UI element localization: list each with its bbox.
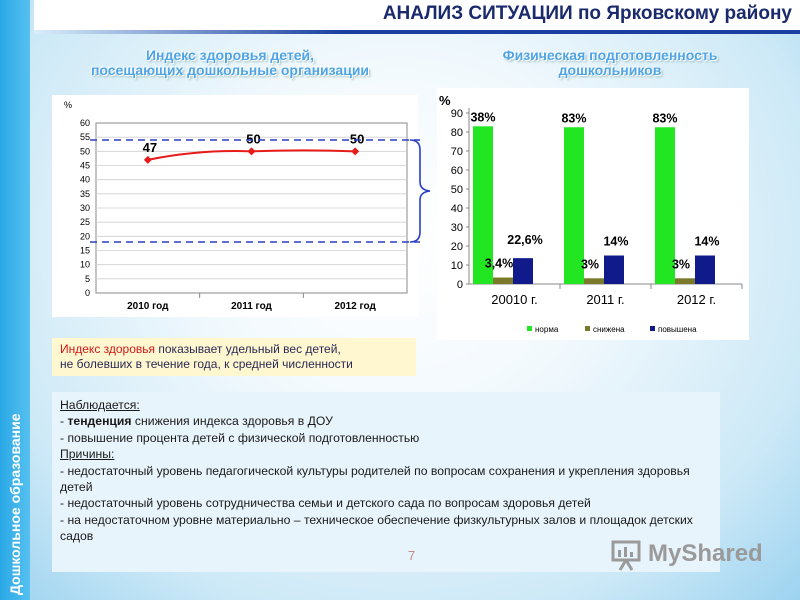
bar-chart-ytick: 30 [450,222,463,234]
bar-data-label: 83% [561,111,587,126]
bar-chart [437,88,749,340]
sidebar-label: Дошкольное образование [7,413,23,595]
line-chart-ytick: 15 [79,245,90,256]
reference-overlay [90,130,435,250]
note-red-term: Индекс здоровья [60,342,156,356]
observation-item-1-rest: снижения индекса здоровья в ДОУ [131,414,333,429]
observation-item-1-prefix: - [60,414,68,429]
line-chart-data-label: 47 [142,139,158,155]
line-chart-title-line1: Индекс здоровья детей, [145,47,315,63]
bar-снижена [584,278,604,284]
reason-item-1: - недостаточный уровень педагогической культуры родителей по вопросам сохранения и укрепления здоровья детей [60,463,690,495]
line-chart-title-line2: посещающих дошкольные организации [90,62,370,78]
line-chart-data-label: 50 [246,131,261,147]
line-chart-ytick: 35 [79,188,90,199]
presentation-icon [610,538,644,572]
slide-title: АНАЛИЗ СИТУАЦИИ по Ярковскому району [382,3,792,24]
legend-label: норма [535,325,559,334]
observation-item-1-bold: тенденция [67,414,132,429]
title-underline [34,30,800,34]
health-index-note [52,338,416,376]
bar-chart-panel [437,88,749,340]
reason-item-2: - недостаточный уровень сотрудничества семьи и детского сада по вопросам здоровья детей [60,496,591,511]
bar-chart-category-label: 2011 г. [586,292,625,307]
bar-data-label: 83% [652,111,678,126]
bar-data-label: 3,4% [484,256,514,271]
line-chart-ytick: 45 [79,160,90,171]
line-chart-ytick: 50 [79,146,90,157]
page-number: 7 [408,548,416,563]
note-line1 [60,342,408,357]
line-chart-ytick: 10 [79,259,90,270]
bar-повышена [695,256,715,285]
bar-chart-ylabel: % [439,93,451,108]
legend-label: снижена [593,325,625,334]
brace-icon [410,140,430,242]
watermark-text: MyShared [648,540,763,567]
bar-chart-ytick: 10 [450,260,463,272]
bar-chart-ytick: 70 [450,146,463,158]
line-chart-ytick: 25 [79,217,90,228]
reason-item-3: - на недостаточном уровне материально – техническое обеспечение физкультурных залов и площадок детских садов [60,512,693,544]
bar-chart-category-label: 2012 г. [676,292,717,307]
title-bar [34,0,800,30]
bar-повышена [604,256,624,285]
note-line1-rest: показывает удельный вес детей, [155,342,341,356]
bar-data-label: 14% [603,234,629,249]
bar-chart-title [460,48,760,78]
bar-chart-title-line1: Физическая подготовленность [502,47,718,63]
bar-chart-ytick: 60 [450,165,463,177]
bar-снижена [675,278,695,284]
line-chart-ytick: 60 [79,118,90,128]
line-chart-ytick: 0 [84,288,90,298]
bar-data-label: 14% [694,234,720,249]
legend-swatch [527,326,532,331]
line-chart-ytick: 40 [79,174,90,185]
observation-item-2: - повышение процента детей с физической подготовленностью [60,430,420,445]
line-chart-ytick: 5 [84,273,90,284]
bar-chart-category-label: 20010 г. [491,292,538,307]
left-sidebar-strip [0,0,30,600]
reasons-heading: Причины: [60,447,115,462]
bar-chart-ytick: 90 [450,108,463,120]
line-chart-ylabel: % [64,100,73,110]
bar-data-label: 38% [470,110,496,125]
line-chart-ytick: 55 [79,132,90,143]
line-chart-ytick: 20 [79,231,90,242]
bar-chart-title-line2: дошкольников [558,62,662,78]
legend-swatch [650,326,655,331]
watermark [610,538,770,572]
bar-data-label: 3% [580,257,600,272]
line-chart-category-label: 2011 год [231,301,272,312]
bar-повышена [513,258,533,284]
bar-chart-ytick: 20 [450,241,463,253]
bar-chart-ytick: 0 [456,279,463,291]
line-chart-category-label: 2012 год [334,301,376,312]
line-chart-category-label: 2010 год [127,301,169,312]
legend-label: повышена [658,325,697,334]
line-chart-ytick: 30 [79,203,90,213]
line-chart-title [60,48,400,78]
observations-heading: Наблюдается: [60,398,140,412]
bar-data-label: 22,6% [507,233,543,248]
bar-снижена [493,278,513,284]
observation-item-1 [60,413,712,429]
line-chart-data-label: 50 [349,131,365,147]
bar-chart-ytick: 40 [450,203,463,215]
bar-data-label: 3% [671,257,691,272]
legend-swatch [585,326,590,331]
bar-chart-ytick: 50 [450,184,463,196]
bar-chart-ytick: 80 [450,127,463,139]
note-line2: не болевших в течение года, к средней численности [60,357,353,371]
